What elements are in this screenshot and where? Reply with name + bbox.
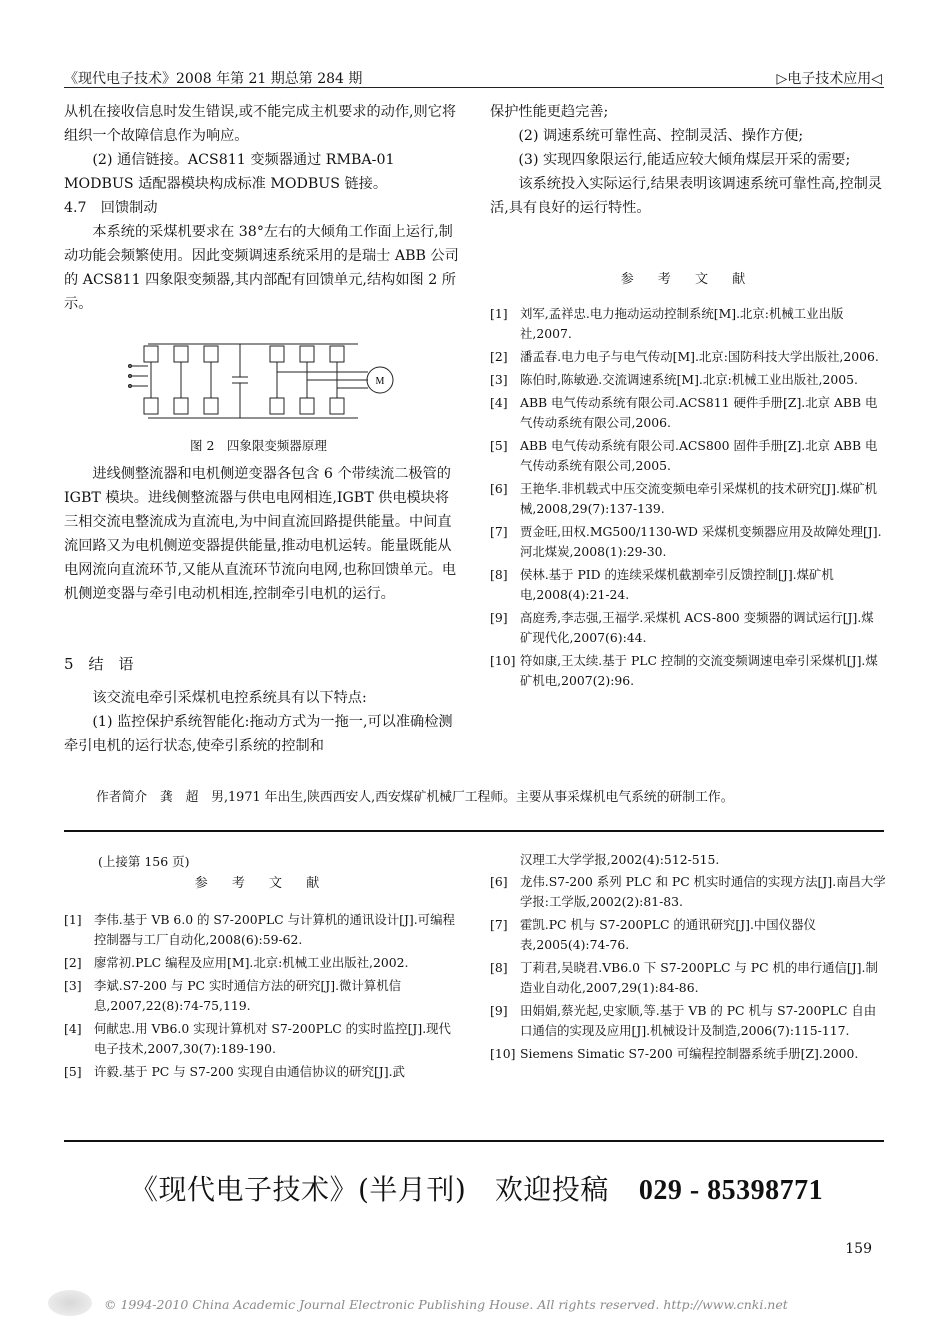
reference-item xyxy=(490,565,886,605)
reference-text: 何献忠.用 VB6.0 实现计算机对 S7-200PLC 的实时监控[J].现代电子技术,2007,30(7):189-190. xyxy=(94,1021,451,1056)
reference-item xyxy=(490,436,886,476)
continued-note: (上接第 156 页) xyxy=(98,854,190,869)
reference-item xyxy=(490,608,886,648)
reference-item xyxy=(490,393,886,433)
reference-text: 李斌.S7-200 与 PC 实时通信方法的研究[J].微计算机信息,2007,22(8):74-75,119. xyxy=(94,978,401,1013)
reference-text: 李伟.基于 VB 6.0 的 S7-200PLC 与计算机的通讯设计[J].可编程控制器与工厂自动化,2008(6):59-62. xyxy=(94,912,455,947)
author-bio: 作者简介 龚 超 男,1971 年出生,陕西西安人,西安煤矿机械厂工程师。主要从事采煤机电气系统的研制工作。 xyxy=(96,790,734,805)
paragraph: (2) 通信链接。ACS811 变频器通过 RMBA-01 MODBUS 适配器模块构成标准 MODBUS 链接。 xyxy=(64,152,395,192)
paragraph: (3) 实现四象限运行,能适应较大倾角煤层开采的需要; xyxy=(518,152,851,168)
reference-text: 陈伯时,陈敏逊.交流调速系统[M].北京:机械工业出版社,2005. xyxy=(520,372,858,387)
reference-text: 王艳华.非机载式中压交流变频电牵引采煤机的技术研究[J].煤矿机械,2008,29(7):137-139. xyxy=(520,481,878,516)
reference-item xyxy=(64,1019,460,1059)
references-list xyxy=(490,304,886,694)
reference-number: [3] xyxy=(490,372,508,387)
reference-number: [7] xyxy=(490,917,508,932)
reference-text: 田娟娟,蔡光起,史家顺,等.基于 VB 的 PC 机与 S7-200PLC 自由口通信的实现及应用[J].机械设计及制造,2006(7):115-117. xyxy=(520,1003,877,1038)
reference-item xyxy=(490,1001,886,1041)
reference-item xyxy=(64,1062,460,1082)
paragraph: (2) 调速系统可靠性高、控制灵活、操作方便; xyxy=(518,128,804,144)
continued-references-right xyxy=(490,872,886,1067)
running-header-right: ▷电子技术应用◁ xyxy=(776,71,882,87)
reference-number: [4] xyxy=(64,1021,82,1036)
reference-text: 侯林.基于 PID 的连续采煤机截割牵引反馈控制[J].煤矿机电,2008(4):21-24. xyxy=(520,567,834,602)
reference-item xyxy=(490,958,886,998)
reference-number: [6] xyxy=(490,481,508,496)
paragraph: 保护性能更趋完善; xyxy=(490,104,609,120)
references-title: 参 考 文 献 xyxy=(620,272,756,287)
reference-number: [2] xyxy=(64,955,82,970)
section-5-title: 5 结 语 xyxy=(64,655,134,673)
reference-number: [10] xyxy=(490,1046,516,1061)
reference-number: [9] xyxy=(490,610,508,625)
journal-slogan xyxy=(130,1168,823,1208)
reference-text: 潘孟春.电力电子与电气传动[M].北京:国防科技大学出版社,2006. xyxy=(520,349,879,364)
reference-number: [5] xyxy=(64,1064,82,1079)
reference-item xyxy=(64,910,460,950)
motor-label: M xyxy=(375,376,385,387)
reference-text: 许毅.基于 PC 与 S7-200 实现自由通信协议的研究[J].武 xyxy=(94,1064,405,1079)
section-rule-bottom xyxy=(64,1140,884,1142)
reference-item xyxy=(64,976,460,1016)
reference-item xyxy=(490,479,886,519)
reference-item xyxy=(490,304,886,344)
running-header-left: 《现代电子技术》2008 年第 21 期总第 284 期 xyxy=(64,71,363,87)
reference-number: [3] xyxy=(64,978,82,993)
reference-text: ABB 电气传动系统有限公司.ACS811 硬件手册[Z].北京 ABB 电气传动系统有限公司,2006. xyxy=(520,395,878,430)
figure-caption: 图 2 四象限变频器原理 xyxy=(190,438,327,453)
left-column-text-2 xyxy=(64,462,460,606)
paragraph: 4.7 回馈制动 xyxy=(64,200,158,216)
header-rule xyxy=(64,87,884,88)
reference-number: [5] xyxy=(490,438,508,453)
reference-text: 廖常初.PLC 编程及应用[M].北京:机械工业出版社,2002. xyxy=(94,955,409,970)
reference-item xyxy=(490,370,886,390)
reference-text: Siemens Simatic S7-200 可编程控制器系统手册[Z].2000. xyxy=(520,1046,859,1061)
reference-text: 丁莉君,吴晓君.VB6.0 下 S7-200PLC 与 PC 机的串行通信[J].制造业自动化,2007,29(1):84-86. xyxy=(520,960,878,995)
right-column-text xyxy=(490,100,886,220)
paragraph: (1) 监控保护系统智能化:拖动方式为一拖一,可以准确检测牵引电机的运行状态,使牵引系统的控制和 xyxy=(64,714,453,754)
reference-text: 贾金旺,田权.MG500/1130-WD 采煤机变频器应用及故障处理[J].河北煤炭,2008(1):29-30. xyxy=(520,524,882,559)
left-column-text-3 xyxy=(64,686,460,758)
paragraph: 该交流电牵引采煤机电控系统具有以下特点: xyxy=(92,690,367,706)
reference-number: [8] xyxy=(490,960,508,975)
reference-text: 符如康,王太续.基于 PLC 控制的交流变频调速电牵引采煤机[J].煤矿机电,2007(2):96. xyxy=(520,653,878,688)
slogan-phone: 029 - 85398771 xyxy=(638,1175,824,1206)
reference-text: 龙伟.S7-200 系列 PLC 和 PC 机实时通信的实现方法[J].南昌大学学报:工学版,2002(2):81-83. xyxy=(520,874,886,909)
cnki-logo-icon xyxy=(48,1290,92,1316)
left-column-text-1 xyxy=(64,100,460,316)
reference-number: [6] xyxy=(490,874,508,889)
section-rule-top xyxy=(64,830,884,832)
reference-number: [2] xyxy=(490,349,508,364)
paragraph: 本系统的采煤机要求在 38°左右的大倾角工作面上运行,制动功能会频繁使用。因此变频调速系统采用的是瑞士 ABB 公司的 ACS811 四象限变频器,其内部配有回馈单元,结构如图 2 所示。 xyxy=(64,224,459,312)
reference-item xyxy=(490,522,886,562)
reference-number: [1] xyxy=(64,912,82,927)
reference-item xyxy=(490,651,886,691)
reference-item xyxy=(490,872,886,912)
slogan-text: 《现代电子技术》(半月刊) 欢迎投稿 xyxy=(130,1173,609,1206)
reference-text: 高庭秀,李志强,王福学.采煤机 ACS-800 变频器的调试运行[J].煤矿现代化,2007(6):44. xyxy=(520,610,874,645)
reference-number: [8] xyxy=(490,567,508,582)
four-quadrant-converter-figure xyxy=(128,338,398,424)
paragraph: 该系统投入实际运行,结果表明该调速系统可靠性高,控制灵活,具有良好的运行特性。 xyxy=(490,176,883,216)
paragraph: 进线侧整流器和电机侧逆变器各包含 6 个带续流二极管的 IGBT 模块。进线侧整流器与供电电网相连,IGBT 供电模块将三相交流电整流成为直流电,为中间直流回路提供能量。中间直流回路又为电机侧逆变器提供能量,推动电机运转。能量既能从电网流向直流环节,又能从直流环节流向电网,也称回馈单元。电机侧逆变器与牵引电动机相连,控制牵引电机的运行。 xyxy=(64,466,457,602)
continued-references-title: 参 考 文 献 xyxy=(194,876,330,891)
copyright-footer: © 1994-2010 China Academic Journal Electronic Publishing House. All rights reserved. http://www.cnki.net xyxy=(104,1297,788,1312)
reference-number: [4] xyxy=(490,395,508,410)
continued-reference-line: 汉理工大学学报,2002(4):512-515. xyxy=(520,852,720,867)
reference-number: [1] xyxy=(490,306,508,321)
reference-item xyxy=(490,915,886,955)
reference-text: 刘军,孟祥忠.电力拖动运动控制系统[M].北京:机械工业出版社,2007. xyxy=(520,306,844,341)
continued-references-left xyxy=(64,910,460,1085)
reference-number: [9] xyxy=(490,1003,508,1018)
reference-item xyxy=(490,1044,886,1064)
reference-text: 霍凯.PC 机与 S7-200PLC 的通讯研究[J].中国仪器仪表,2005(4):74-76. xyxy=(520,917,816,952)
reference-item xyxy=(64,953,460,973)
reference-number: [10] xyxy=(490,653,516,668)
reference-text: ABB 电气传动系统有限公司.ACS800 固件手册[Z].北京 ABB 电气传动系统有限公司,2005. xyxy=(520,438,878,473)
paragraph: 从机在接收信息时发生错误,或不能完成主机要求的动作,则它将组织一个故障信息作为响应。 xyxy=(64,104,457,144)
page-number: 159 xyxy=(845,1241,872,1257)
reference-number: [7] xyxy=(490,524,508,539)
reference-item xyxy=(490,347,886,367)
